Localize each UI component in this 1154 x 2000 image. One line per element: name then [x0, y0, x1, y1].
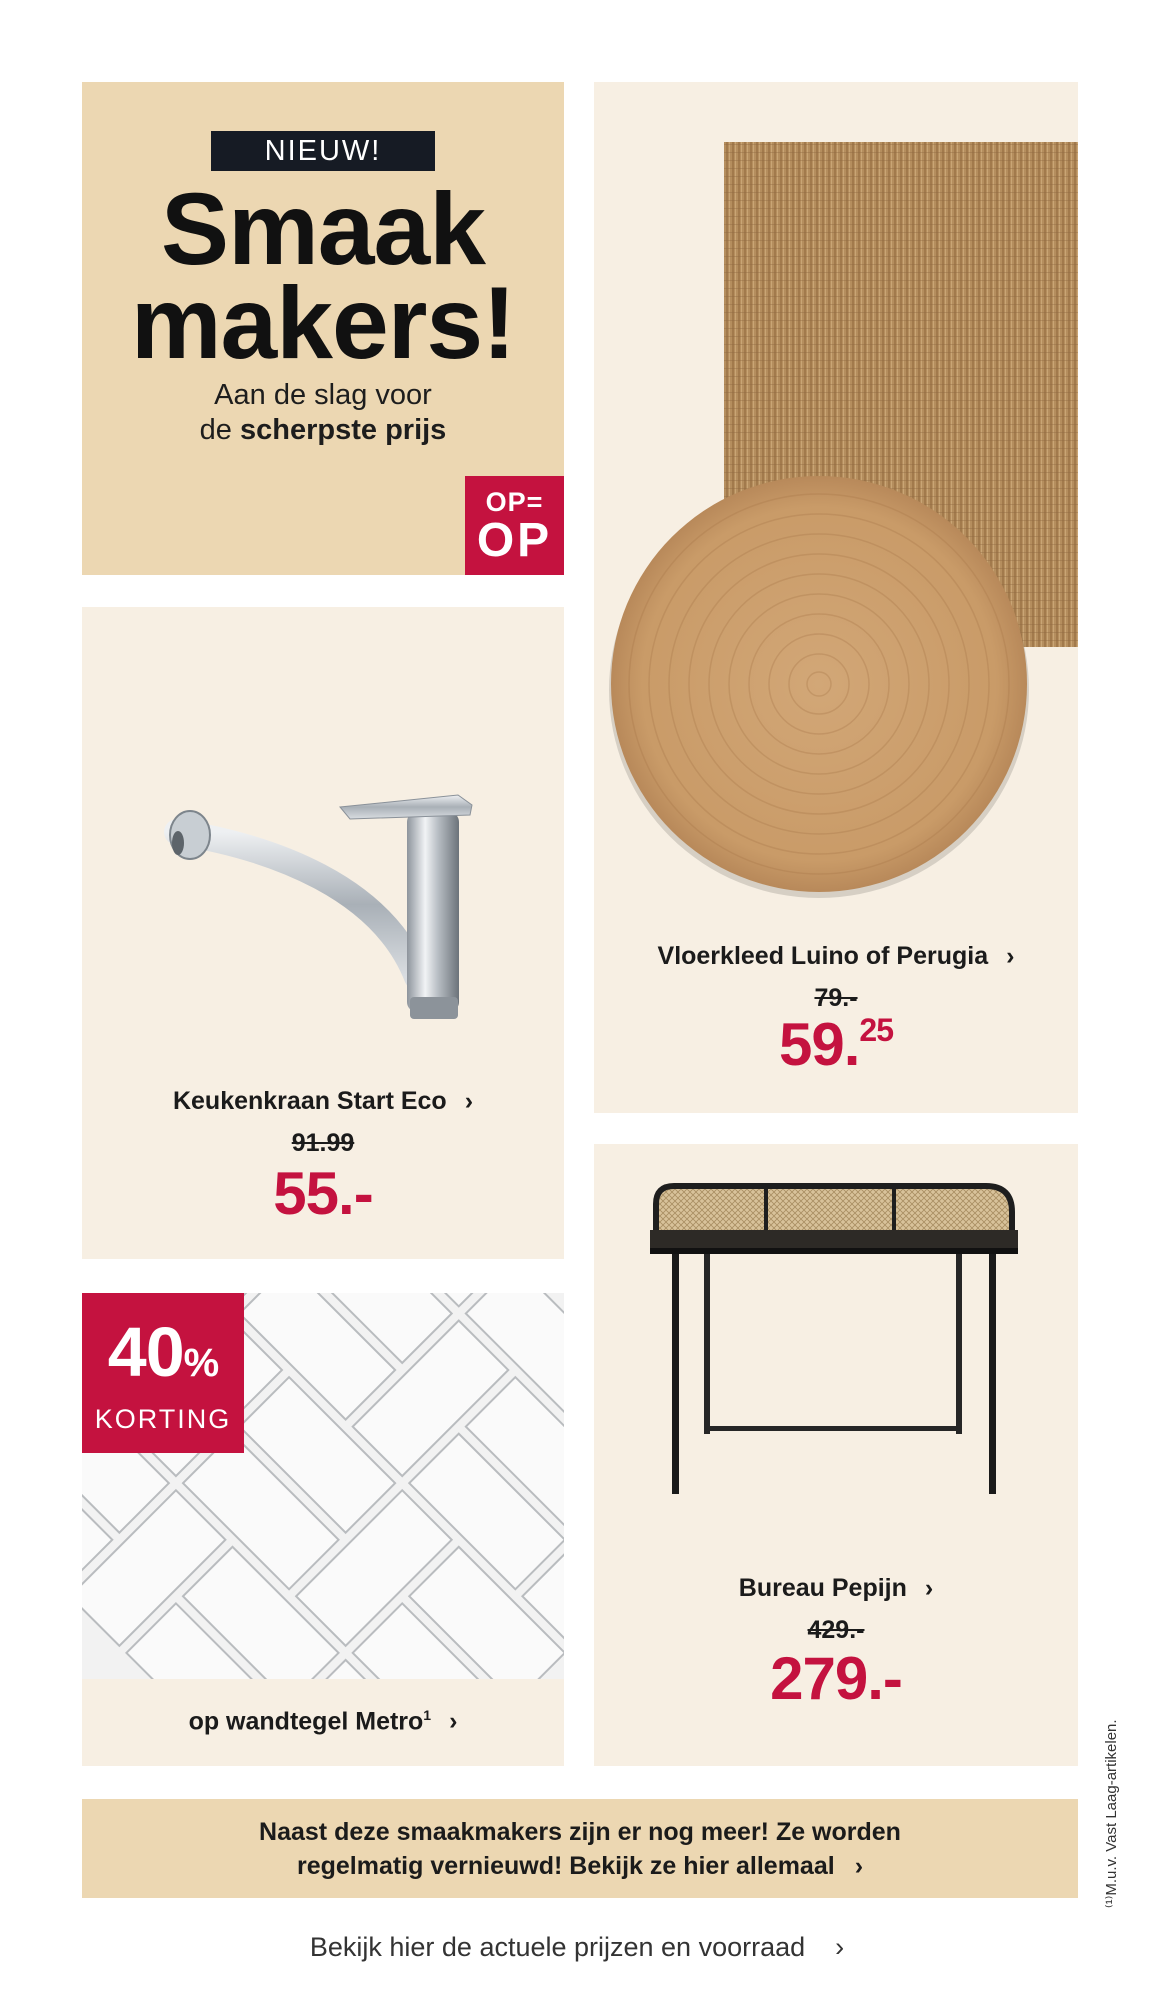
banner-text[interactable] — [82, 1815, 1078, 1883]
product-card-rug[interactable] — [594, 82, 1078, 1113]
chevron-right-icon: › — [449, 1707, 458, 1736]
tap-name-label: Keukenkraan Start Eco — [172, 1087, 447, 1115]
discount-value — [82, 1313, 244, 1398]
discount-number: 40 — [107, 1313, 184, 1391]
rug-price-main: 59. — [778, 1011, 860, 1078]
rug-image — [594, 82, 1078, 942]
product-card-desk[interactable] — [594, 1144, 1078, 1766]
product-card-tile[interactable] — [82, 1293, 564, 1766]
discount-badge — [82, 1293, 244, 1453]
chevron-right-icon: › — [924, 1574, 934, 1602]
rug-price — [594, 1010, 1078, 1079]
desk-name[interactable] — [594, 1574, 1078, 1603]
tap-name[interactable] — [82, 1087, 564, 1116]
footer-link-label: Bekijk hier de actuele prijzen en voorraad — [309, 1932, 806, 1962]
desk-price: 279.- — [770, 1645, 902, 1712]
hero-title-line2: makers! — [130, 266, 516, 380]
op-op-logo — [465, 476, 564, 575]
banner-line1: Naast deze smaakmakers zijn er nog meer! Ze worden — [259, 1818, 901, 1846]
tile-name[interactable] — [82, 1707, 564, 1736]
chevron-right-icon: › — [854, 1852, 864, 1880]
discount-label: KORTING — [94, 1404, 232, 1434]
desk-image — [594, 1144, 1078, 1544]
chevron-right-icon: › — [1006, 942, 1015, 970]
logo-line2: OP — [476, 514, 553, 567]
chevron-right-icon: › — [464, 1087, 474, 1115]
tap-old-price: 91.99 — [291, 1129, 355, 1157]
rug-name[interactable] — [594, 942, 1078, 971]
logo-line1: OP= — [485, 487, 544, 517]
round-rug — [611, 476, 1027, 892]
desk-name-label: Bureau Pepijn — [738, 1574, 907, 1602]
tile-name-label: op wandtegel Metro — [188, 1707, 424, 1736]
faucet-image — [82, 607, 564, 1027]
tile-label-strip[interactable] — [82, 1679, 564, 1766]
footnote-marker: 1 — [423, 1707, 432, 1723]
chevron-right-icon: › — [835, 1932, 845, 1962]
hero-card — [82, 82, 564, 575]
banner-line2: regelmatig vernieuwd! Bekijk ze hier allemaal — [296, 1852, 835, 1880]
tap-price: 55.- — [273, 1160, 373, 1227]
discount-percent: % — [183, 1341, 219, 1385]
new-badge: NIEUW! — [211, 131, 435, 171]
desk-old-price: 429.- — [807, 1616, 865, 1644]
rug-old-price: 79.- — [814, 984, 858, 1012]
rug-name-label: Vloerkleed Luino of Perugia — [657, 942, 989, 970]
hero-subtitle-line1: Aan de slag voor — [214, 379, 432, 411]
prices-stock-link[interactable] — [0, 1932, 1154, 1963]
hero-subtitle-bold: scherpste prijs — [240, 414, 447, 446]
hero-subtitle — [82, 378, 564, 448]
rug-price-cents: 25 — [859, 1012, 893, 1048]
hero-subtitle-prefix: de — [199, 414, 240, 446]
more-deals-banner[interactable] — [82, 1799, 1078, 1898]
product-card-tap[interactable] — [82, 607, 564, 1259]
footnote-vertical: ⁽¹⁾M.u.v. Vast Laag-artikelen. — [1103, 1719, 1120, 1908]
hero-title-line1: Smaak — [161, 172, 485, 286]
